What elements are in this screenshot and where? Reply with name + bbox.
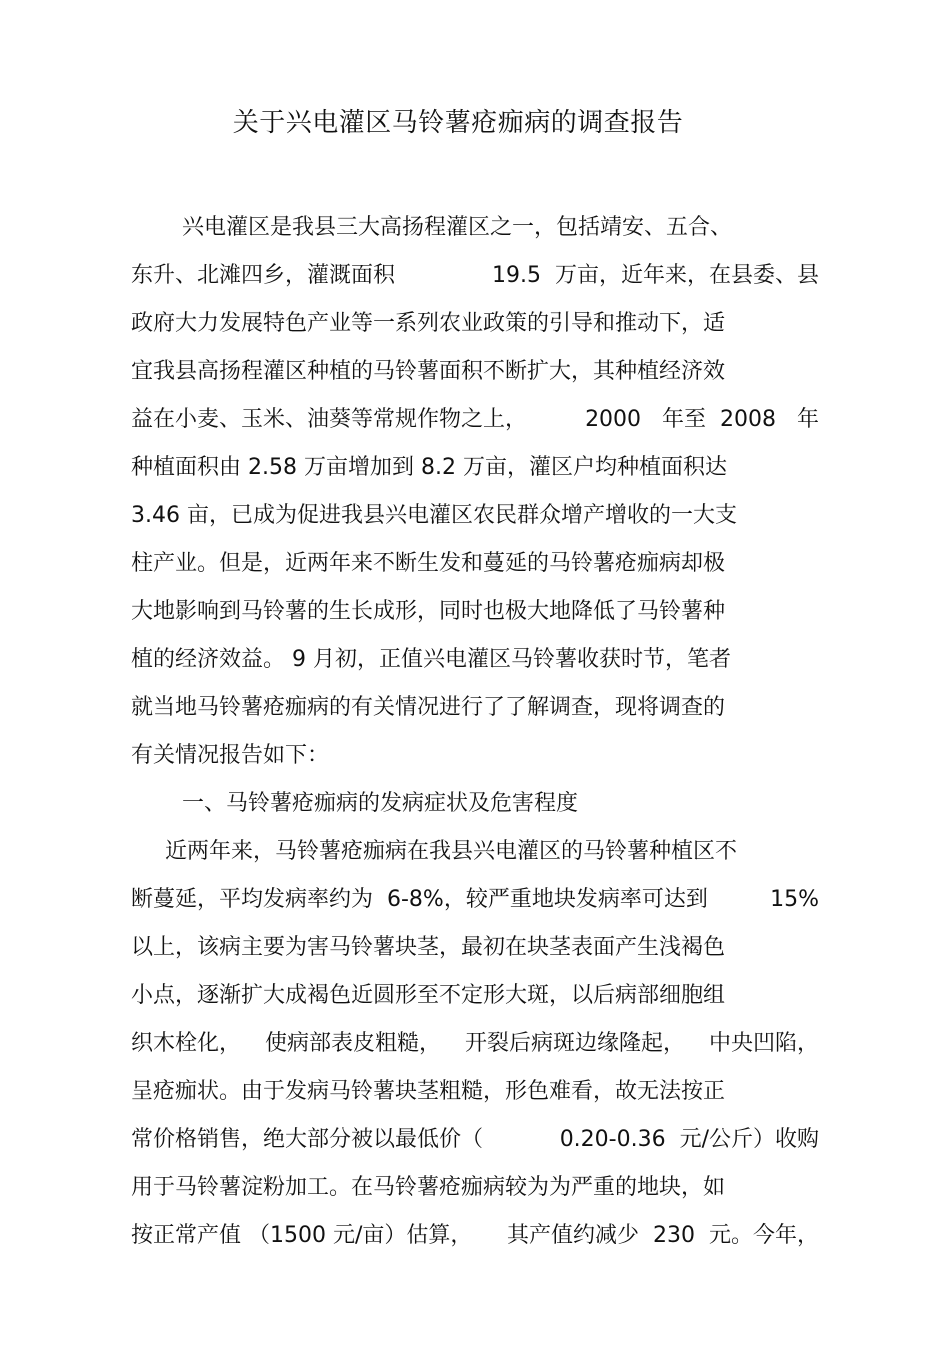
section-1-line-8: 用于马铃薯淀粉加工。在马铃薯疮痂病较为为严重的地块，如 — [131, 1175, 726, 1200]
section-1-line-7 — [131, 1123, 819, 1157]
section-1-line-5-seg-3: 开裂后病斑边缘隆起， — [464, 1031, 685, 1056]
body-line-9: 大地影响到马铃薯的生长成形，同时也极大地降低了马铃薯种 — [131, 599, 726, 624]
section-1-line-5-seg-1: 织木栓化， — [131, 1031, 242, 1056]
section-1-line-2-seg-1: 断蔓延，平均发病率约为 6-8%，较严重地块发病率可达到 — [131, 887, 708, 912]
section-1-line-3: 以上，该病主要为害马铃薯块茎，最初在块茎表面产生浅褐色 — [131, 935, 726, 960]
section-1-heading: 一、马铃薯疮痂病的发病症状及危害程度 — [182, 791, 579, 816]
section-1-line-9 — [131, 1219, 819, 1253]
section-1-line-6: 呈疮痂状。由于发病马铃薯块茎粗糙，形色难看，故无法按正 — [131, 1079, 726, 1104]
body-line-2-seg-2: 19.5 万亩，近年来，在县委、县 — [492, 263, 819, 288]
body-line-12: 有关情况报告如下： — [131, 743, 330, 768]
body-line-4: 宜我县高扬程灌区种植的马铃薯面积不断扩大，其种植经济效 — [131, 359, 726, 384]
section-1-line-9-seg-1: 按正常产值 （1500 元/亩）估算， — [131, 1223, 473, 1248]
section-1-line-7-seg-1: 常价格销售，绝大部分被以最低价（ — [131, 1127, 484, 1152]
body-line-2-seg-1: 东升、北滩四乡，灌溉面积 — [131, 263, 396, 288]
body-line-8: 柱产业。但是，近两年来不断生发和蔓延的马铃薯疮痂病却极 — [131, 551, 726, 576]
body-line-3: 政府大力发展特色产业等一系列农业政策的引导和推动下，适 — [131, 311, 726, 336]
body-line-5 — [131, 403, 819, 437]
body-line-5-seg-2: 2000 年至 2008 年 — [585, 407, 819, 432]
body-line-11: 就当地马铃薯疮痂病的有关情况进行了了解调查，现将调查的 — [131, 695, 726, 720]
section-1-line-5-seg-4: 中央凹陷， — [708, 1031, 819, 1056]
body-line-10: 植的经济效益。 9 月初，正值兴电灌区马铃薯收获时节，笔者 — [131, 647, 731, 672]
section-1-line-9-seg-2: 其产值约减少 230 元。今年， — [507, 1223, 819, 1248]
body-line-6: 种植面积由 2.58 万亩增加到 8.2 万亩，灌区户均种植面积达 — [131, 455, 727, 480]
body-line-2 — [131, 259, 819, 293]
section-1-line-2-seg-2: 15% — [770, 887, 819, 912]
section-1-line-4: 小点，逐渐扩大成褐色近圆形至不定形大斑，以后病部细胞组 — [131, 983, 726, 1008]
section-1-line-1: 近两年来，马铃薯疮痂病在我县兴电灌区的马铃薯种植区不 — [165, 839, 738, 864]
section-1-line-7-seg-2: 0.20-0.36 元/公斤）收购 — [559, 1127, 819, 1152]
body-line-1: 兴电灌区是我县三大高扬程灌区之一，包括靖安、五合、 — [182, 215, 733, 240]
section-1-line-5-seg-2: 使病部表皮粗糙， — [264, 1031, 441, 1056]
document-title: 关于兴电灌区马铃薯疮痂病的调查报告 — [232, 108, 684, 138]
section-1-line-5 — [131, 1027, 819, 1061]
section-1-line-2 — [131, 883, 819, 917]
body-line-7: 3.46 亩，已成为促进我县兴电灌区农民群众增产增收的一大支 — [131, 503, 737, 528]
body-line-5-seg-1: 益在小麦、玉米、油葵等常规作物之上， — [131, 407, 528, 432]
